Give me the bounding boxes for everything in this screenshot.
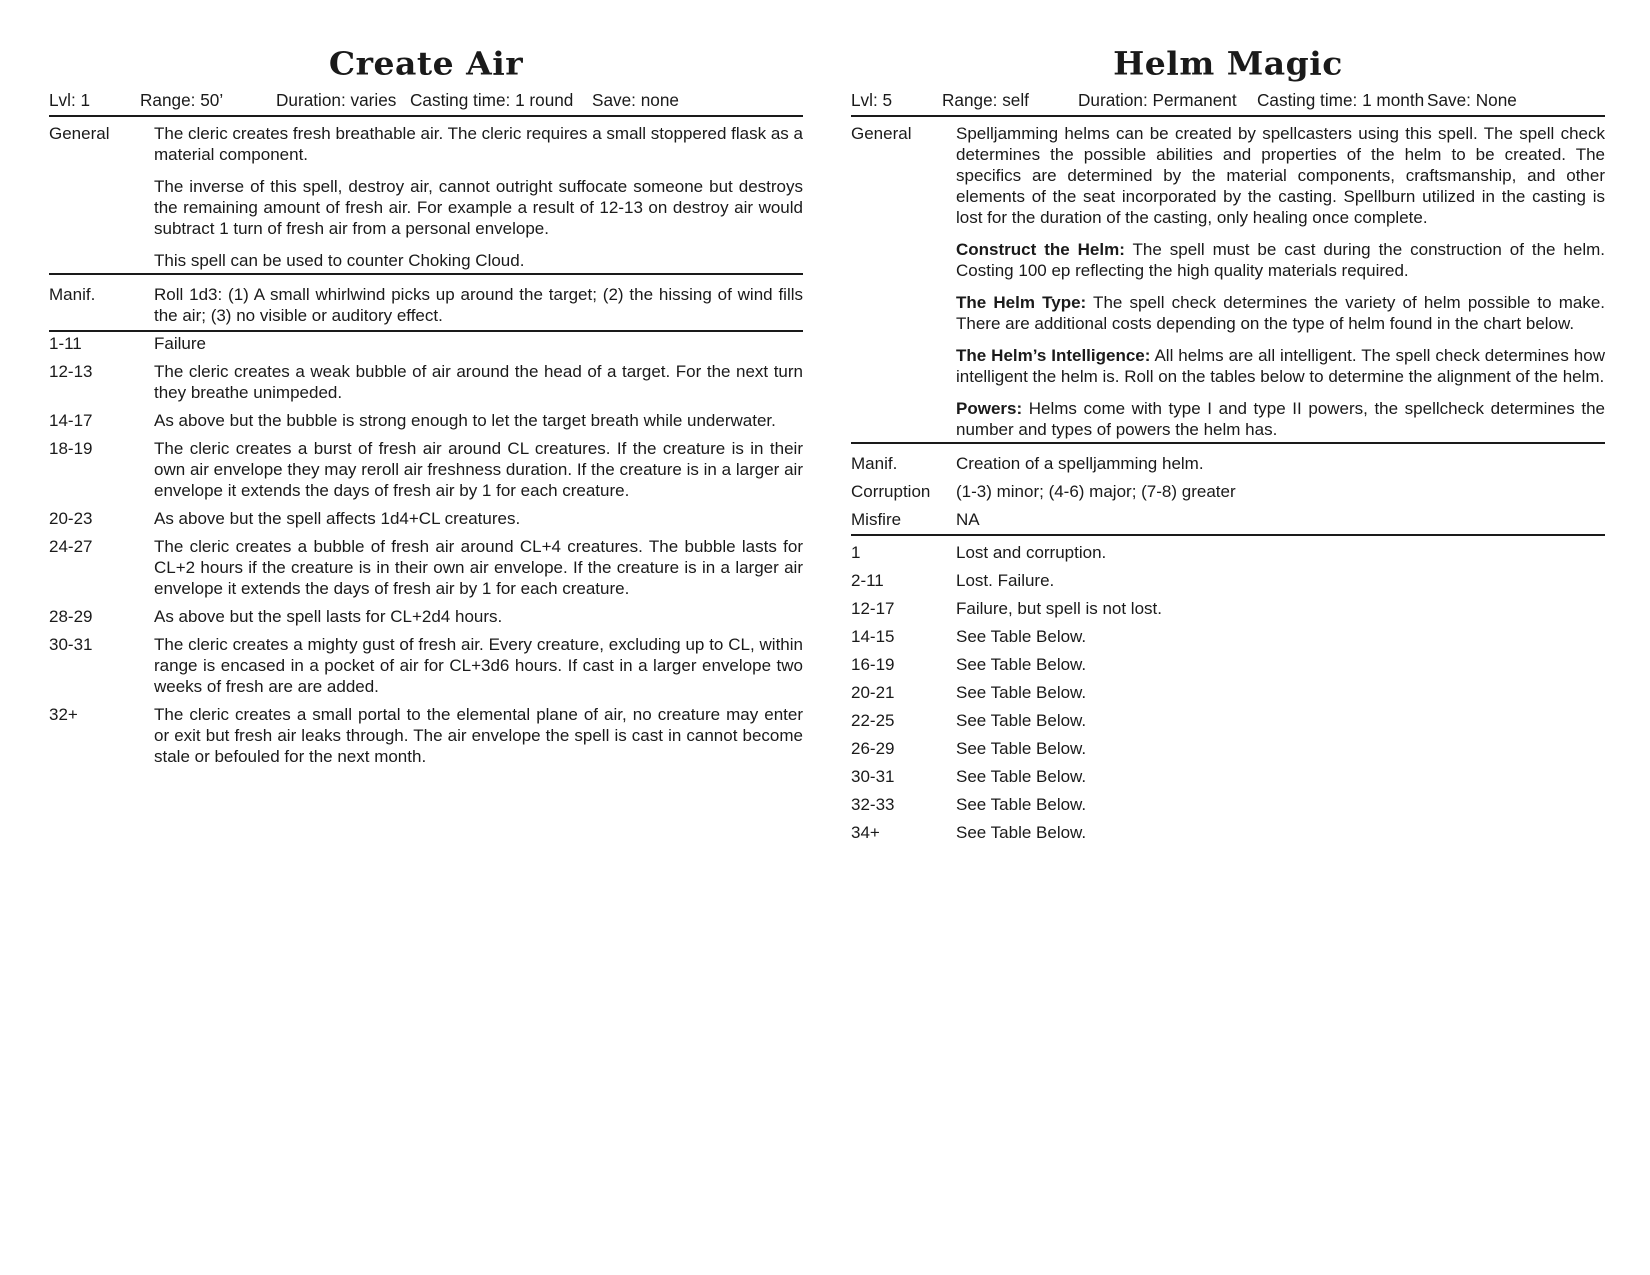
general-subsection xyxy=(956,292,1605,334)
result-text: The cleric creates a small portal to the elemental plane of air, no creature may enter or exit but fresh air leaks through. The air envelope the spell is cast in cannot become stale or befouled for the next month. xyxy=(154,705,803,766)
table-row xyxy=(49,410,803,431)
table-row xyxy=(851,766,1605,787)
table-row xyxy=(49,606,803,627)
spell-save: Save: None xyxy=(1427,90,1517,110)
table-row xyxy=(49,704,803,767)
table-row xyxy=(49,634,803,697)
result-text: The cleric creates a bubble of fresh air around CL+4 creatures. The bubble lasts for CL+2 hours if the creature is in their own air envelope. If the creature is in a larger air envelope it extends the days of fresh air by 1 for each creature. xyxy=(154,537,803,598)
result-range: 26-29 xyxy=(851,739,895,758)
result-text: See Table Below. xyxy=(956,767,1087,786)
result-text: See Table Below. xyxy=(956,795,1087,814)
general-paragraph: The inverse of this spell, destroy air, cannot outright suffocate someone but destroys the remaining amount of fresh air. For example a result of 12-13 on destroy air would subtract 1 turn of fresh air from a personal envelope. xyxy=(154,177,803,238)
result-text: Failure xyxy=(154,334,206,353)
table-row xyxy=(851,598,1605,619)
result-text: The cleric creates a weak bubble of air around the head of a target. For the next turn they breathe unimpeded. xyxy=(154,362,803,402)
subsection-heading: The Helm’s Intelligence: xyxy=(956,346,1151,365)
general-subsection xyxy=(956,345,1605,387)
result-range: 20-21 xyxy=(851,683,895,702)
helm-magic-spell xyxy=(851,40,1605,843)
subsection-heading: The Helm Type: xyxy=(956,293,1087,312)
table-row xyxy=(851,570,1605,591)
spell-level: Lvl: 5 xyxy=(851,90,893,110)
misfire-label: Misfire xyxy=(851,510,902,529)
result-text: Failure, but spell is not lost. xyxy=(956,599,1162,618)
subsection-heading: Construct the Helm: xyxy=(956,240,1125,259)
spell-casting-time: Casting time: 1 month xyxy=(1257,90,1425,110)
spell-casting-time: Casting time: 1 round xyxy=(410,90,574,110)
result-text: As above but the spell lasts for CL+2d4 hours. xyxy=(154,607,503,626)
table-row xyxy=(851,710,1605,731)
general-label: General xyxy=(851,124,912,143)
result-range: 32-33 xyxy=(851,795,895,814)
table-row xyxy=(851,542,1605,563)
manif-section xyxy=(851,444,1605,536)
result-range: 32+ xyxy=(49,705,78,724)
result-range: 30-31 xyxy=(49,635,93,654)
table-row xyxy=(851,626,1605,647)
spell-duration: Duration: varies xyxy=(276,90,397,110)
spell-title: Helm Magic xyxy=(1113,45,1343,83)
subsection-text: Helms come with type I and type II powers, the spellcheck determines the number and types of powers the helm has. xyxy=(956,399,1605,439)
spell-duration: Duration: Permanent xyxy=(1078,90,1237,110)
manif-section xyxy=(49,275,803,332)
result-range: 24-27 xyxy=(49,537,93,556)
general-paragraph: This spell can be used to counter Choking Cloud. xyxy=(154,251,525,270)
result-text: See Table Below. xyxy=(956,655,1087,674)
table-row xyxy=(851,794,1605,815)
result-text: As above but the bubble is strong enough to let the target breath while underwater. xyxy=(154,411,776,430)
table-row xyxy=(851,822,1605,843)
general-section xyxy=(851,117,1605,444)
table-row xyxy=(49,438,803,501)
spell-range: Range: self xyxy=(942,90,1029,110)
table-row xyxy=(851,738,1605,759)
result-range: 30-31 xyxy=(851,767,895,786)
result-range: 14-17 xyxy=(49,411,93,430)
general-section xyxy=(49,117,803,275)
result-range: 1-11 xyxy=(49,334,82,353)
result-range: 1 xyxy=(851,543,861,562)
subsection-text: The spell check determines the variety of helm possible to make. There are additional costs depending on the type of helm found in the chart below. xyxy=(956,293,1605,333)
general-label: General xyxy=(49,124,110,143)
subsection-text: All helms are all intelligent. The spell check determines how intelligent the helm is. Roll on the tables below to determine the alignment of the helm. xyxy=(956,346,1605,386)
corruption-text: (1-3) minor; (4-6) major; (7-8) greater xyxy=(956,482,1236,501)
spell-level: Lvl: 1 xyxy=(49,90,91,110)
result-text: See Table Below. xyxy=(956,627,1087,646)
result-range: 12-17 xyxy=(851,599,895,618)
create-air-spell xyxy=(49,40,803,767)
table-row xyxy=(49,508,803,529)
spell-save: Save: none xyxy=(592,90,679,110)
results-table xyxy=(851,536,1605,843)
table-row xyxy=(49,361,803,403)
result-range: 16-19 xyxy=(851,655,895,674)
manif-label: Manif. xyxy=(49,285,96,304)
result-text: Lost. Failure. xyxy=(956,571,1055,590)
corruption-label: Corruption xyxy=(851,482,931,501)
general-paragraph: Spelljamming helms can be created by spellcasters using this spell. The spell check determines the possible abilities and properties of the helm to be created. The specifics are determined by the material components, craftsmanship, and other elements of the seat incorporated by the casting. Spellburn utilized in the casting is lost for the duration of the casting, only healing once complete. xyxy=(956,124,1605,227)
spell-meta xyxy=(49,88,803,117)
misfire-text: NA xyxy=(956,510,980,529)
result-range: 2-11 xyxy=(851,571,884,590)
manif-text: Roll 1d3: (1) A small whirlwind picks up around the target; (2) the hissing of wind fills the air; (3) no visible or auditory effect. xyxy=(154,285,803,325)
result-range: 28-29 xyxy=(49,607,93,626)
general-subsection xyxy=(956,239,1605,281)
spell-range: Range: 50’ xyxy=(140,90,224,110)
result-text: See Table Below. xyxy=(956,711,1087,730)
result-text: Lost and corruption. xyxy=(956,543,1107,562)
results-table xyxy=(49,332,803,767)
spell-title: Create Air xyxy=(328,45,524,83)
result-text: The cleric creates a burst of fresh air around CL creatures. If the creature is in their own air envelope they may reroll air freshness duration. If the creature is in a larger air envelope it extends the days of fresh air by 1 for each creature. xyxy=(154,439,803,500)
result-text: As above but the spell affects 1d4+CL creatures. xyxy=(154,509,521,528)
general-paragraph: The cleric creates fresh breathable air. The cleric requires a small stoppered flask as a material component. xyxy=(154,124,803,164)
result-text: See Table Below. xyxy=(956,683,1087,702)
result-range: 34+ xyxy=(851,823,880,842)
result-range: 14-15 xyxy=(851,627,895,646)
general-subsection xyxy=(956,398,1605,440)
table-row xyxy=(851,654,1605,675)
manif-label: Manif. xyxy=(851,454,898,473)
manif-text: Creation of a spelljamming helm. xyxy=(956,454,1204,473)
result-range: 12-13 xyxy=(49,362,93,381)
table-row xyxy=(851,682,1605,703)
result-text: See Table Below. xyxy=(956,823,1087,842)
subsection-text: The spell must be cast during the construction of the helm. Costing 100 ep reflecting the high quality materials required. xyxy=(956,240,1605,280)
result-text: See Table Below. xyxy=(956,739,1087,758)
subsection-heading: Powers: xyxy=(956,399,1023,418)
table-row xyxy=(49,536,803,599)
result-range: 18-19 xyxy=(49,439,93,458)
result-text: The cleric creates a mighty gust of fresh air. Every creature, excluding up to CL, within range is encased in a pocket of air for CL+3d6 hours. If cast in a larger envelope two weeks of fresh are are added. xyxy=(154,635,803,696)
result-range: 20-23 xyxy=(49,509,93,528)
spell-meta xyxy=(851,88,1605,117)
result-range: 22-25 xyxy=(851,711,895,730)
table-row xyxy=(49,333,803,354)
